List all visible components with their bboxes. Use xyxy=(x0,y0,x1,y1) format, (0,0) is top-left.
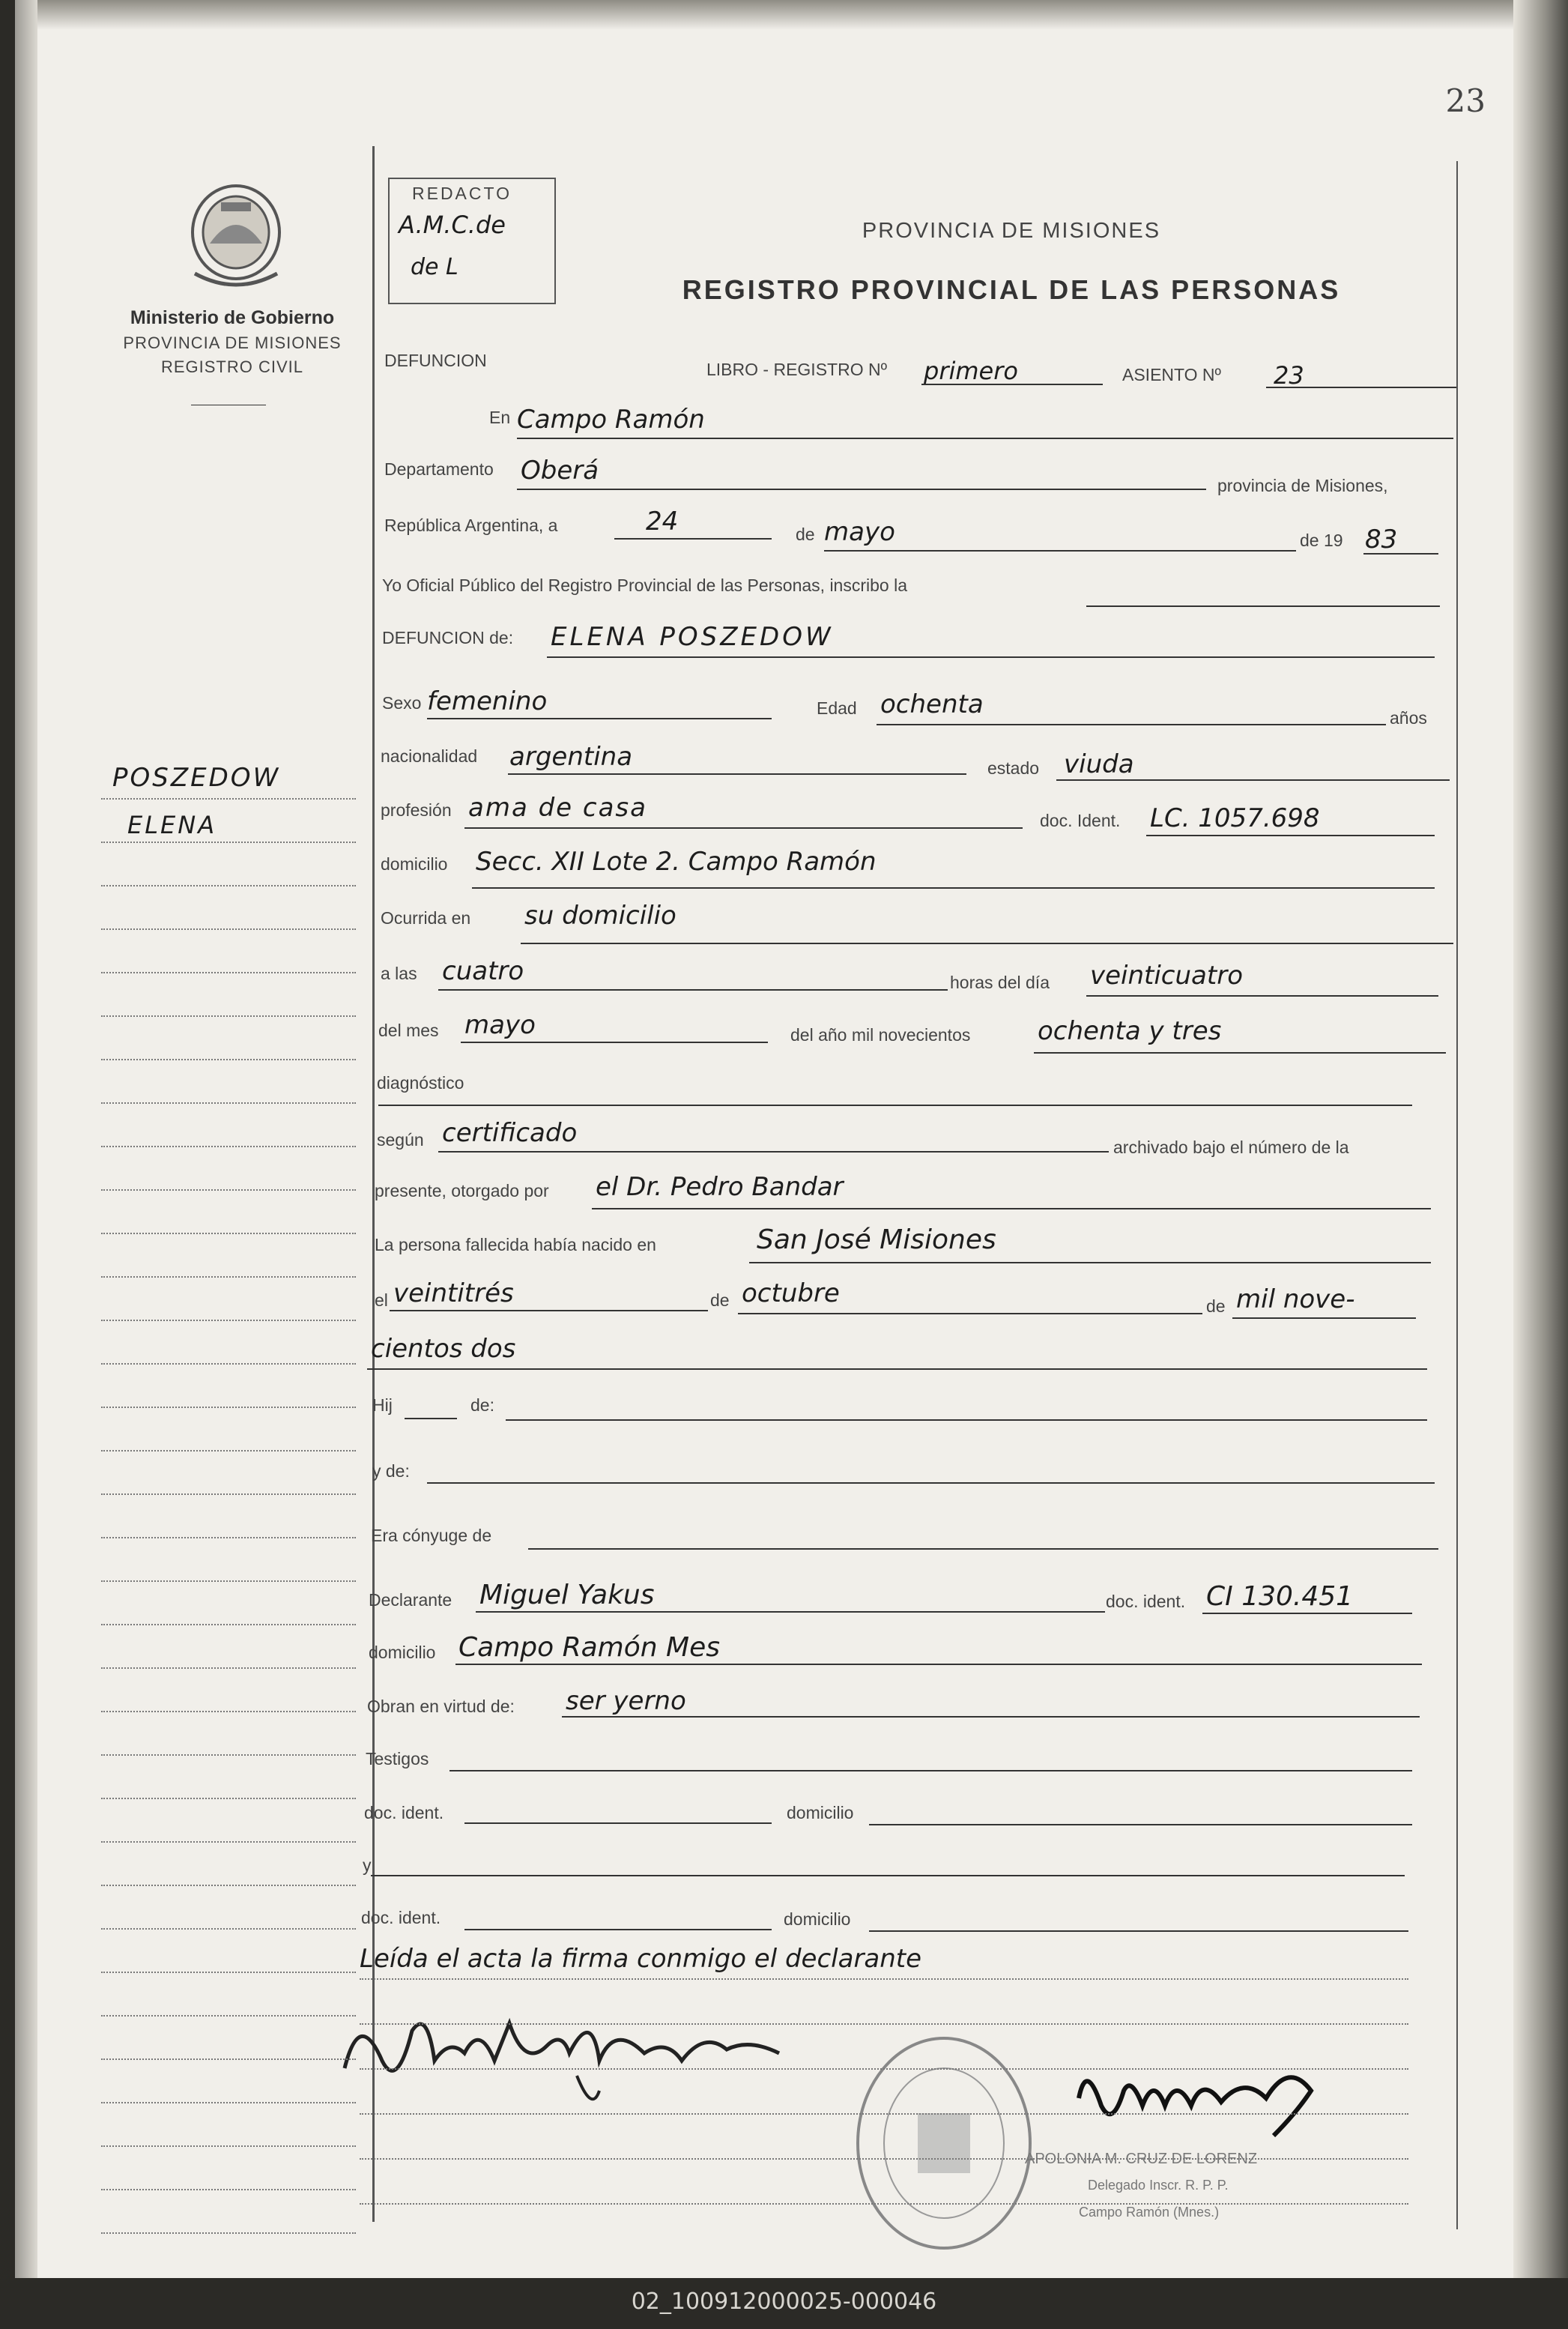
record-type: DEFUNCION xyxy=(384,351,487,370)
sidebar-ruled-line xyxy=(101,1754,356,1756)
obran-value: ser yerno xyxy=(566,1686,686,1716)
yde-line xyxy=(427,1482,1435,1484)
margin-name-surname: POSZEDOW xyxy=(112,763,281,793)
edad-value: ochenta xyxy=(880,689,984,719)
sidebar-ruled-line xyxy=(101,2058,356,2060)
domicilio2-label: domicilio xyxy=(369,1643,436,1662)
day-value: 24 xyxy=(646,507,679,537)
diagnostico-line xyxy=(378,1105,1412,1106)
segun-value: certificado xyxy=(442,1118,578,1148)
year-value: 83 xyxy=(1365,525,1398,555)
hij-de-label: de: xyxy=(470,1395,494,1415)
en-label: En xyxy=(489,408,511,427)
page-top-shadow xyxy=(15,0,1563,30)
sidebar-ruled-line xyxy=(101,2102,356,2103)
el-line xyxy=(390,1310,708,1311)
hij-de-line xyxy=(506,1419,1427,1421)
domicilio4-label: domicilio xyxy=(784,1909,851,1929)
provincia-suffix: provincia de Misiones, xyxy=(1217,476,1388,495)
sidebar-ruled-line xyxy=(101,1841,356,1843)
edad-line xyxy=(877,724,1386,725)
sexo-label: Sexo xyxy=(382,693,422,713)
stamp-place: Campo Ramón (Mnes.) xyxy=(1079,2205,1220,2220)
ocurrida-line xyxy=(521,943,1453,944)
doc-label: doc. Ident. xyxy=(1040,811,1121,830)
hij-line xyxy=(405,1418,457,1419)
doc4-label: doc. ident. xyxy=(361,1908,441,1927)
sidebar-ruled-line xyxy=(101,1928,356,1930)
sidebar-ruled-line xyxy=(101,2015,356,2017)
domicilio2-line xyxy=(455,1664,1422,1665)
month-value: mayo xyxy=(824,517,895,547)
estado-value: viuda xyxy=(1064,749,1134,779)
anos-label: años xyxy=(1390,708,1427,728)
libro-value: primero xyxy=(924,357,1018,385)
en-line xyxy=(517,438,1453,439)
de2-line xyxy=(738,1313,1202,1314)
stamp-title: Delegado Inscr. R. P. P. xyxy=(1088,2178,1229,2193)
domicilio-value: Secc. XII Lote 2. Campo Ramón xyxy=(476,847,877,877)
nacido-label: La persona fallecida había nacido en xyxy=(375,1235,656,1254)
presente-label: presente, otorgado por xyxy=(375,1181,549,1200)
leida-text: Leída el acta la firma conmigo el declarante xyxy=(360,1944,922,1974)
lower-ruled-line xyxy=(360,2158,1408,2160)
doc3-label: doc. ident. xyxy=(364,1803,444,1822)
month-line xyxy=(824,550,1296,552)
image-caption: 02_100912000025-000046 xyxy=(631,2289,937,2315)
testigos-label: Testigos xyxy=(366,1749,429,1768)
doc-value: LC. 1057.698 xyxy=(1150,803,1320,833)
doc4-line xyxy=(464,1929,772,1930)
alas-label: a las xyxy=(381,964,417,983)
en-value: Campo Ramón xyxy=(517,405,705,435)
page-left-edge xyxy=(15,0,37,2278)
declarante-signature xyxy=(330,1978,854,2113)
anio-line xyxy=(1034,1052,1446,1054)
presente-value: el Dr. Pedro Bandar xyxy=(596,1172,844,1202)
defuncion-label: DEFUNCION de: xyxy=(382,628,514,647)
de-label: de xyxy=(796,525,815,544)
defuncion-line xyxy=(547,656,1435,658)
cientos-value: cientos dos xyxy=(371,1334,516,1364)
de3-label: de xyxy=(1206,1296,1226,1316)
sidebar-ruled-line xyxy=(101,1320,356,1321)
province-coat-of-arms-icon xyxy=(180,176,292,296)
departamento-line xyxy=(517,489,1206,490)
sidebar-ruled-line xyxy=(101,1015,356,1017)
lower-ruled-line xyxy=(360,2023,1408,2025)
sexo-value: femenino xyxy=(427,686,548,716)
sexo-line xyxy=(427,718,772,719)
ministry-block xyxy=(105,307,360,377)
horas-line xyxy=(1086,995,1438,997)
alas-value: cuatro xyxy=(442,956,524,986)
redacto-box xyxy=(388,178,556,304)
delmes-label: del mes xyxy=(378,1021,439,1040)
lower-ruled-line xyxy=(360,2068,1408,2070)
sidebar-ruled-line xyxy=(101,1580,356,1582)
sidebar-ruled-line xyxy=(101,972,356,973)
obran-label: Obran en virtud de: xyxy=(367,1697,515,1716)
sidebar-ruled-line xyxy=(101,1624,356,1625)
book-right-edge xyxy=(1513,0,1568,2278)
sidebar-ruled-line xyxy=(101,1102,356,1104)
sidebar-ruled-line xyxy=(101,928,356,930)
diagnostico-label: diagnóstico xyxy=(377,1073,464,1093)
nacionalidad-label: nacionalidad xyxy=(381,746,478,766)
profesion-label: profesión xyxy=(381,800,452,820)
y-line xyxy=(371,1875,1405,1876)
segun-label: según xyxy=(377,1130,424,1150)
declarante-label: Declarante xyxy=(369,1590,452,1610)
presente-line xyxy=(592,1208,1431,1209)
registry-title: REGISTRO PROVINCIAL DE LAS PERSONAS xyxy=(682,274,1341,305)
oficial-line xyxy=(1086,605,1440,607)
segun-line xyxy=(438,1151,1109,1153)
ocurrida-value: su domicilio xyxy=(524,901,676,931)
horas-value: veinticuatro xyxy=(1090,961,1243,991)
estado-line xyxy=(1056,779,1450,781)
anio-value: ochenta y tres xyxy=(1038,1016,1222,1046)
domicilio3-label: domicilio xyxy=(787,1803,854,1822)
conyuge-line xyxy=(528,1548,1438,1550)
margin-name-given: ELENA xyxy=(127,811,217,839)
alas-line xyxy=(438,989,948,991)
conyuge-label: Era cónyuge de xyxy=(371,1526,492,1545)
domicilio-label: domicilio xyxy=(381,854,448,874)
nacionalidad-line xyxy=(508,773,966,775)
horas-label: horas del día xyxy=(950,973,1050,992)
domicilio3-line xyxy=(869,1824,1412,1825)
de2-value: octubre xyxy=(742,1278,840,1308)
sidebar-ruled-line xyxy=(101,1537,356,1538)
sidebar-ruled-line xyxy=(101,885,356,886)
sidebar-ruled-line xyxy=(101,1059,356,1060)
year-line xyxy=(1363,553,1438,555)
nacionalidad-value: argentina xyxy=(509,742,633,772)
republica-label: República Argentina, a xyxy=(384,516,558,535)
sidebar-ruled-line xyxy=(101,1276,356,1278)
departamento-value: Oberá xyxy=(521,456,599,486)
doc2-label: doc. ident. xyxy=(1106,1592,1186,1611)
sidebar-ruled-line xyxy=(101,1189,356,1191)
declarante-value: Miguel Yakus xyxy=(479,1580,655,1610)
defuncion-value: ELENA POSZEDOW xyxy=(551,622,834,652)
libro-line xyxy=(921,384,1103,385)
hij-label: Hij xyxy=(372,1395,393,1415)
sidebar-ruled-line xyxy=(101,1711,356,1712)
lower-ruled-line xyxy=(360,2113,1408,2115)
testigos-line xyxy=(449,1770,1412,1771)
edad-label: Edad xyxy=(817,698,857,718)
sidebar-ruled-line xyxy=(101,1885,356,1886)
anio-label: del año mil novecientos xyxy=(790,1025,971,1045)
y-label: y xyxy=(363,1855,372,1875)
nacido-line xyxy=(749,1262,1431,1263)
year-prefix: de 19 xyxy=(1300,531,1343,550)
page-number: 23 xyxy=(1445,82,1486,119)
archivado-label: archivado bajo el número de la xyxy=(1113,1138,1349,1157)
de2-label: de xyxy=(710,1290,730,1310)
sidebar-ruled-line xyxy=(101,798,356,800)
redacto-line-2: de L xyxy=(411,254,458,280)
sidebar-ruled-line xyxy=(101,1363,356,1365)
day-line xyxy=(614,538,772,540)
domicilio-line xyxy=(472,887,1435,889)
domicilio4-line xyxy=(869,1930,1408,1932)
doc-line xyxy=(1146,835,1435,836)
sidebar-ruled-line xyxy=(101,842,356,843)
doc3-line xyxy=(464,1822,772,1824)
asiento-label: ASIENTO Nº xyxy=(1122,365,1221,384)
sidebar-ruled-line xyxy=(101,1798,356,1799)
lower-ruled-line xyxy=(360,1978,1408,1980)
departamento-label: Departamento xyxy=(384,459,494,479)
de3-line xyxy=(1232,1317,1416,1319)
obran-line xyxy=(562,1716,1420,1718)
sidebar-ruled-line xyxy=(101,1972,356,1973)
sidebar-ruled-line xyxy=(101,2145,356,2147)
de3-value: mil nove- xyxy=(1236,1284,1355,1314)
lower-ruled-line xyxy=(360,2203,1408,2205)
domicilio2-value: Campo Ramón Mes xyxy=(458,1632,720,1663)
redacto-label: REDACTO xyxy=(412,184,512,203)
stamp-name: APOLONIA M. CRUZ DE LORENZ xyxy=(1025,2151,1258,2167)
ministry-name: Ministerio de Gobierno xyxy=(130,307,335,328)
ocurrida-label: Ocurrida en xyxy=(381,908,471,928)
delmes-line xyxy=(461,1042,768,1043)
sidebar-ruled-line xyxy=(101,1233,356,1234)
official-seal-icon xyxy=(850,2031,1038,2256)
official-signature xyxy=(1071,2046,1326,2143)
sidebar-ruled-line xyxy=(101,2189,356,2190)
yde-label: y de: xyxy=(372,1461,410,1481)
ministry-province: PROVINCIA DE MISIONES xyxy=(123,333,342,352)
profesion-value: ama de casa xyxy=(468,793,647,823)
sidebar-ruled-line xyxy=(101,1407,356,1408)
sidebar-ruled-line xyxy=(101,1493,356,1495)
profesion-line xyxy=(464,827,1023,829)
doc2-line xyxy=(1202,1613,1412,1614)
ministry-registry: REGISTRO CIVIL xyxy=(160,357,304,376)
sidebar-ruled-line xyxy=(101,1146,356,1147)
estado-label: estado xyxy=(987,758,1040,778)
sidebar-ruled-line xyxy=(101,2232,356,2234)
province-title: PROVINCIA DE MISIONES xyxy=(862,219,1161,243)
sidebar-ruled-line xyxy=(101,1450,356,1452)
sidebar-ruled-line xyxy=(101,1667,356,1669)
el-label: el xyxy=(375,1290,388,1310)
asiento-value: 23 xyxy=(1274,361,1304,390)
cientos-line xyxy=(367,1368,1427,1370)
redacto-line-1: A.M.C.de xyxy=(399,211,506,239)
asiento-line xyxy=(1266,387,1456,388)
declarante-line xyxy=(476,1611,1105,1613)
delmes-value: mayo xyxy=(464,1010,536,1040)
right-margin-rule xyxy=(1456,161,1458,2229)
el-value: veintitrés xyxy=(393,1278,514,1308)
libro-label: LIBRO - REGISTRO Nº xyxy=(706,360,887,379)
doc2-value: CI 130.451 xyxy=(1206,1581,1354,1612)
nacido-value: San José Misiones xyxy=(757,1224,996,1255)
oficial-text: Yo Oficial Público del Registro Provincial de las Personas, inscribo la xyxy=(382,576,907,595)
